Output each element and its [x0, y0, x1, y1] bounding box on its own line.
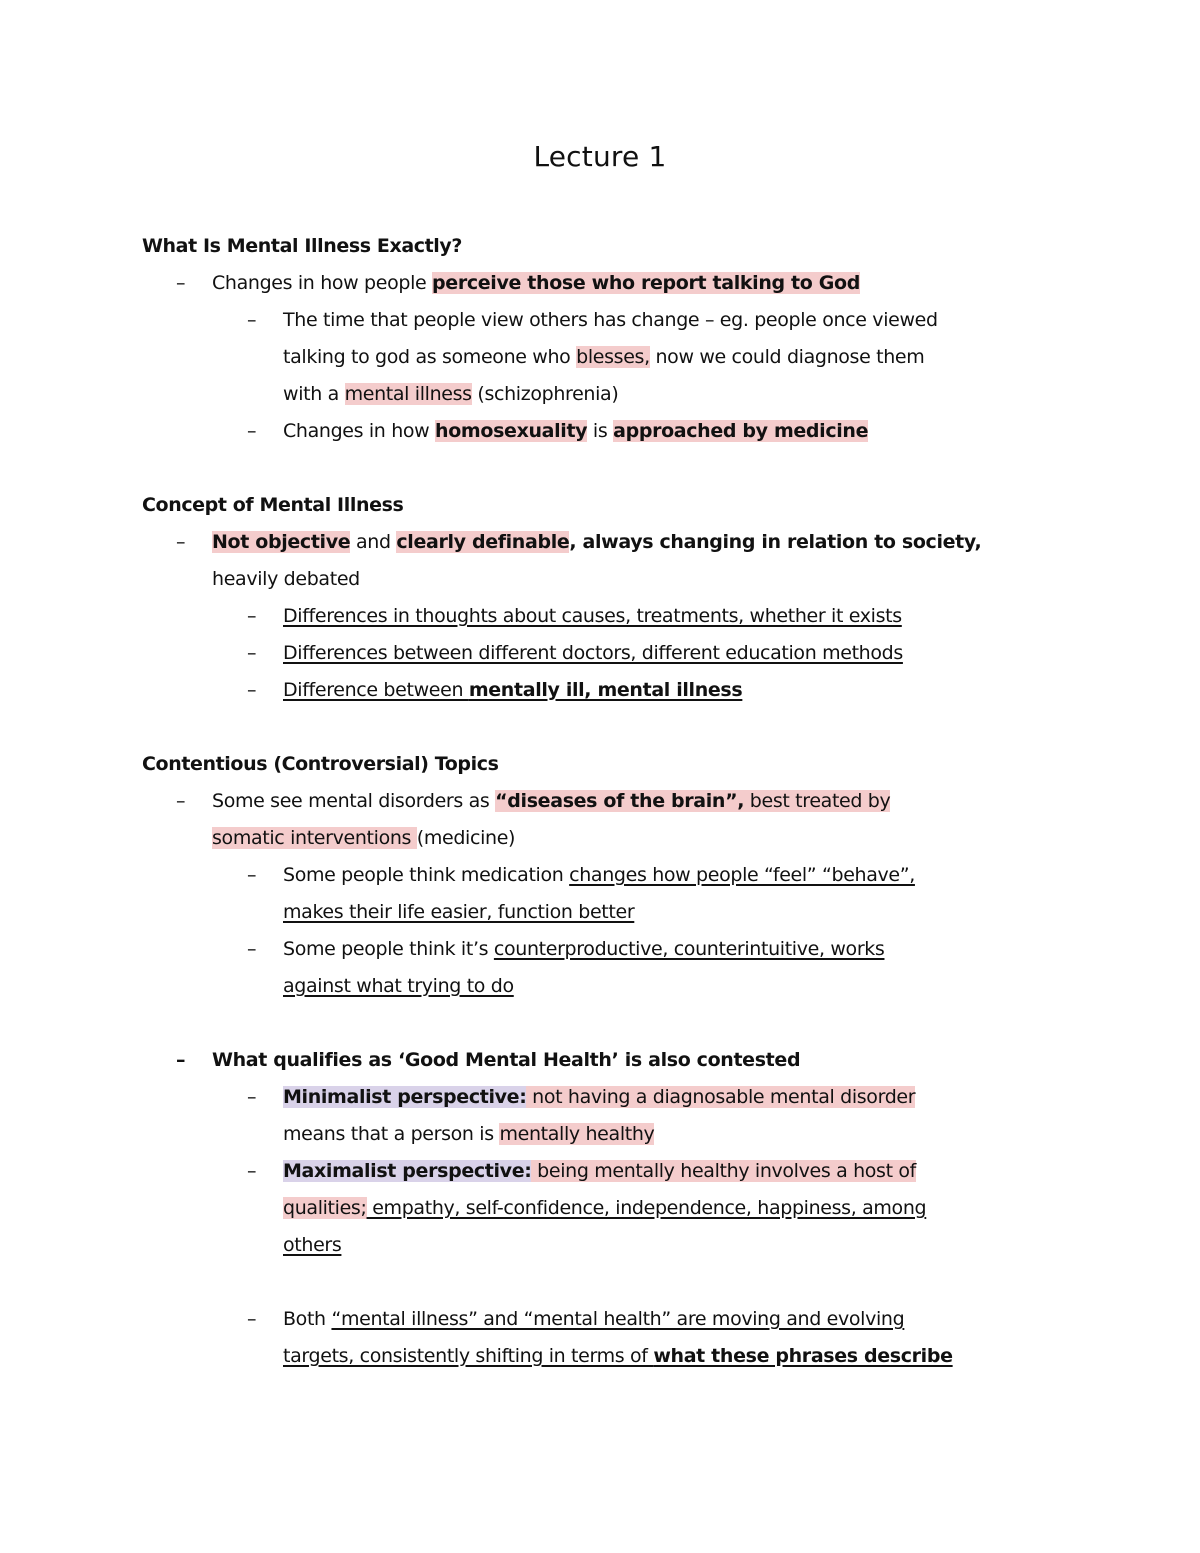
text: Changes in how people — [212, 272, 433, 294]
sub-bullet-item — [142, 302, 1062, 413]
bullet-dash: – — [176, 272, 186, 294]
text: heavily debated — [212, 568, 360, 590]
bold-text: , always changing in relation to society, — [569, 531, 982, 553]
highlighted-text: Not objective — [212, 531, 351, 553]
highlighted-text — [495, 790, 890, 812]
sub-bullet-item — [142, 672, 1062, 709]
sub-bullet-item — [142, 931, 1062, 1005]
bullet-dash: – — [176, 1049, 186, 1071]
highlighted-text: qualities; — [283, 1197, 367, 1219]
bullet-dash: – — [176, 531, 186, 553]
section-heading: What Is Mental Illness Exactly? — [142, 235, 463, 257]
sub-bullet-item — [142, 598, 1062, 635]
text: best treated by — [744, 790, 891, 812]
underlined-text: empathy, self-confidence, independence, happiness, among — [366, 1197, 927, 1219]
highlighted-text: blesses, — [576, 346, 650, 368]
bold-text: “diseases of the brain”, — [495, 790, 745, 812]
underlined-text: counterproductive, counterintuitive, works — [493, 938, 885, 960]
bullet-item — [142, 783, 1062, 857]
notes-content — [142, 228, 1062, 1375]
bullet-dash: – — [247, 642, 257, 664]
perspective-label: Maximalist perspective: — [283, 1160, 532, 1182]
bullet-dash: – — [247, 938, 257, 960]
text: (medicine) — [416, 827, 516, 849]
section-heading: Concept of Mental Illness — [142, 494, 404, 516]
bullet-dash: – — [176, 790, 186, 812]
text: means that a person is — [283, 1123, 500, 1145]
sub-bullet-item — [142, 857, 1062, 931]
bullet-dash: – — [247, 420, 257, 442]
highlighted-text: approached by medicine — [613, 420, 869, 442]
perspective-label: Minimalist perspective: — [283, 1086, 527, 1108]
underlined-text: against what trying to do — [283, 975, 514, 997]
text: Some people think medication — [283, 864, 570, 886]
bullet-dash: – — [247, 309, 257, 331]
text: The time that people view others has change – eg. people once viewed — [283, 309, 938, 331]
text: Both — [283, 1308, 332, 1330]
sub-bullet-item — [142, 413, 1062, 450]
sub-bullet-item — [142, 1301, 1062, 1375]
bullet-dash: – — [247, 1086, 257, 1108]
underlined-text: others — [283, 1234, 342, 1256]
highlighted-text: mental illness — [344, 383, 472, 405]
underlined-bold-text: mentally ill, mental illness — [468, 679, 743, 701]
underlined-text: changes how people “feel” “behave”, — [569, 864, 915, 886]
text: Some see mental disorders as — [212, 790, 496, 812]
text: Some people think it’s — [283, 938, 494, 960]
text: (schizophrenia) — [471, 383, 619, 405]
highlighted-text: somatic interventions — [212, 827, 417, 849]
bullet-dash: – — [247, 605, 257, 627]
underlined-text: “mental illness” and “mental health” are moving and evolving — [331, 1308, 905, 1330]
bullet-item — [142, 1042, 1062, 1079]
highlighted-text: not having a diagnosable mental disorder — [526, 1086, 916, 1108]
text: with a — [283, 383, 345, 405]
bold-text: What qualifies as ‘Good Mental Health’ is also contested — [212, 1049, 801, 1071]
underlined-bold-text: what these phrases describe — [653, 1345, 953, 1367]
text: now we could diagnose them — [649, 346, 925, 368]
text: and — [350, 531, 397, 553]
bullet-item — [142, 524, 1062, 598]
sub-bullet-item — [142, 1153, 1062, 1264]
bullet-dash: – — [247, 1308, 257, 1330]
section-heading: Contentious (Controversial) Topics — [142, 753, 499, 775]
text: Changes in how — [283, 420, 436, 442]
bullet-dash: – — [247, 864, 257, 886]
underlined-text: targets, consistently shifting in terms of — [283, 1345, 654, 1367]
highlighted-text: homosexuality — [435, 420, 588, 442]
underlined-text: Differences between different doctors, different education methods — [283, 642, 903, 664]
bullet-item — [142, 265, 1062, 302]
bullet-dash: – — [247, 679, 257, 701]
sub-bullet-item — [142, 635, 1062, 672]
highlighted-text: being mentally healthy involves a host of — [531, 1160, 916, 1182]
bullet-dash: – — [247, 1160, 257, 1182]
underlined-text: Difference between — [283, 679, 469, 701]
underlined-text: makes their life easier, function better — [283, 901, 635, 923]
highlighted-text: mentally healthy — [499, 1123, 655, 1145]
text: talking to god as someone who — [283, 346, 577, 368]
page-title: Lecture 1 — [533, 140, 667, 173]
highlighted-text: clearly definable — [396, 531, 570, 553]
underlined-text: Differences in thoughts about causes, treatments, whether it exists — [283, 605, 902, 627]
text: is — [587, 420, 614, 442]
sub-bullet-item — [142, 1079, 1062, 1153]
highlighted-text: perceive those who report talking to God — [432, 272, 860, 294]
